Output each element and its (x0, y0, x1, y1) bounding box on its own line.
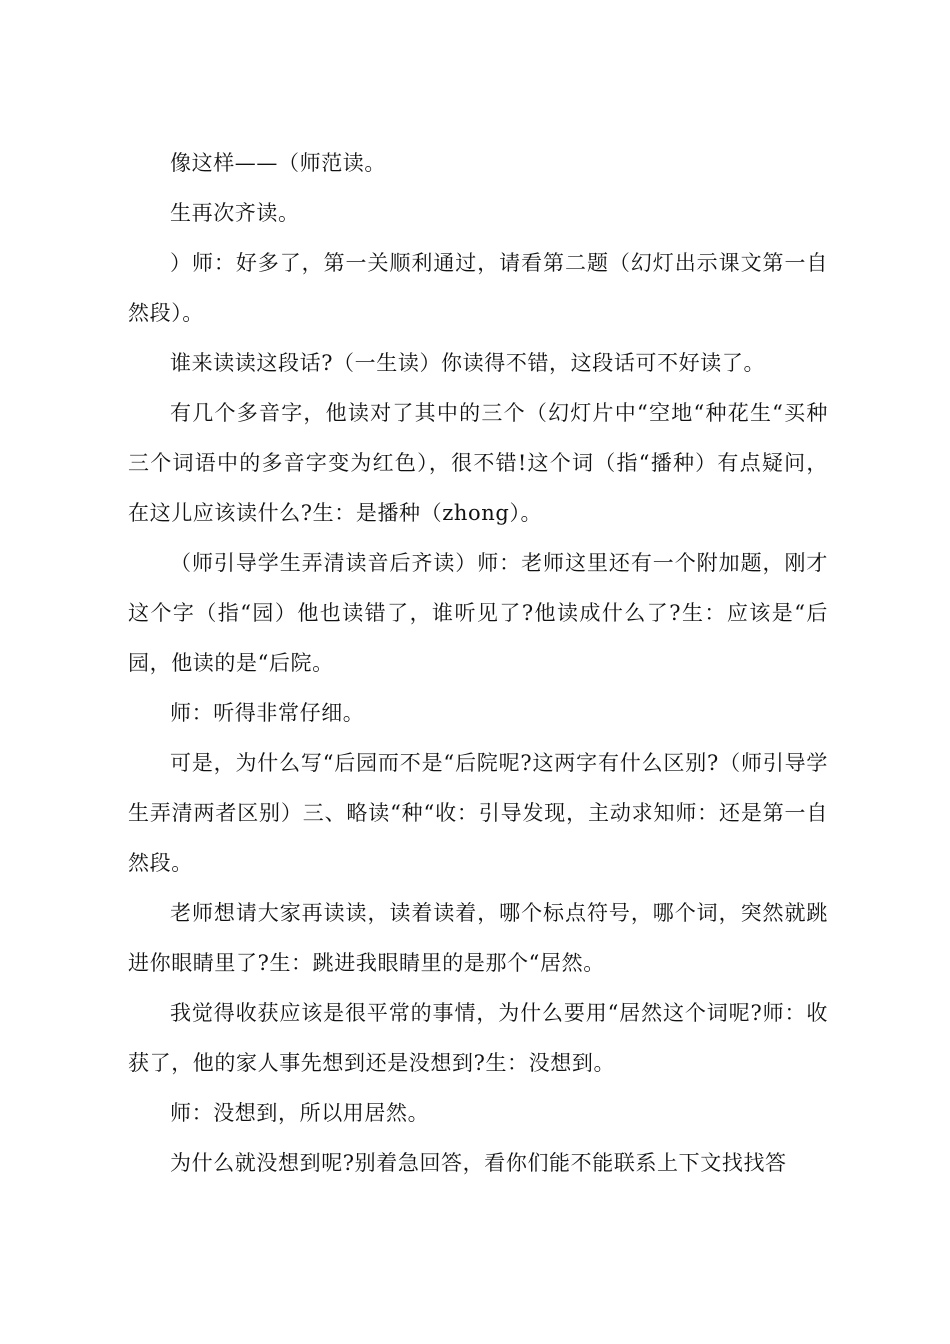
paragraph-5: 有几个多音字，他读对了其中的三个（幻灯片中“空地“种花生“买种三个词语中的多音字变为红色），很不错!这个词（指“播种）有点疑问，在这儿应该读什么?生：是播种（zhong）。 (128, 401, 828, 525)
paragraph-11: 师：没想到，所以用居然。 (170, 1101, 430, 1125)
paragraph-10: 我觉得收获应该是很平常的事情，为什么要用“居然这个词呢?师：收获了，他的家人事先想到还是没想到?生：没想到。 (128, 1001, 828, 1075)
document-body (128, 138, 828, 1188)
paragraph-4: 谁来读读这段话?（一生读）你读得不错，这段话可不好读了。 (170, 351, 766, 375)
paragraph-6: （师引导学生弄清读音后齐读）师：老师这里还有一个附加题，刚才这个字（指“园）他也读错了，谁听见了?他读成什么了?生：应该是“后园，他读的是“后院。 (128, 551, 828, 675)
paragraph-12: 为什么就没想到呢?别着急回答，看你们能不能联系上下文找找答 (170, 1151, 787, 1175)
paragraph-8: 可是，为什么写“后园而不是“后院呢?这两字有什么区别?（师引导学生弄清两者区别）三、略读“种“收：引导发现，主动求知师：还是第一自然段。 (128, 751, 828, 875)
paragraph-2: 生再次齐读。 (170, 201, 300, 225)
paragraph-3: ）师：好多了，第一关顺利通过，请看第二题（幻灯出示课文第一自然段）。 (128, 251, 828, 325)
paragraph-9: 老师想请大家再读读，读着读着，哪个标点符号，哪个词，突然就跳进你眼睛里了?生：跳进我眼睛里的是那个“居然。 (128, 901, 828, 975)
paragraph-1: 像这样——（师范读。 (170, 151, 386, 175)
paragraph-7: 师：听得非常仔细。 (170, 701, 365, 725)
